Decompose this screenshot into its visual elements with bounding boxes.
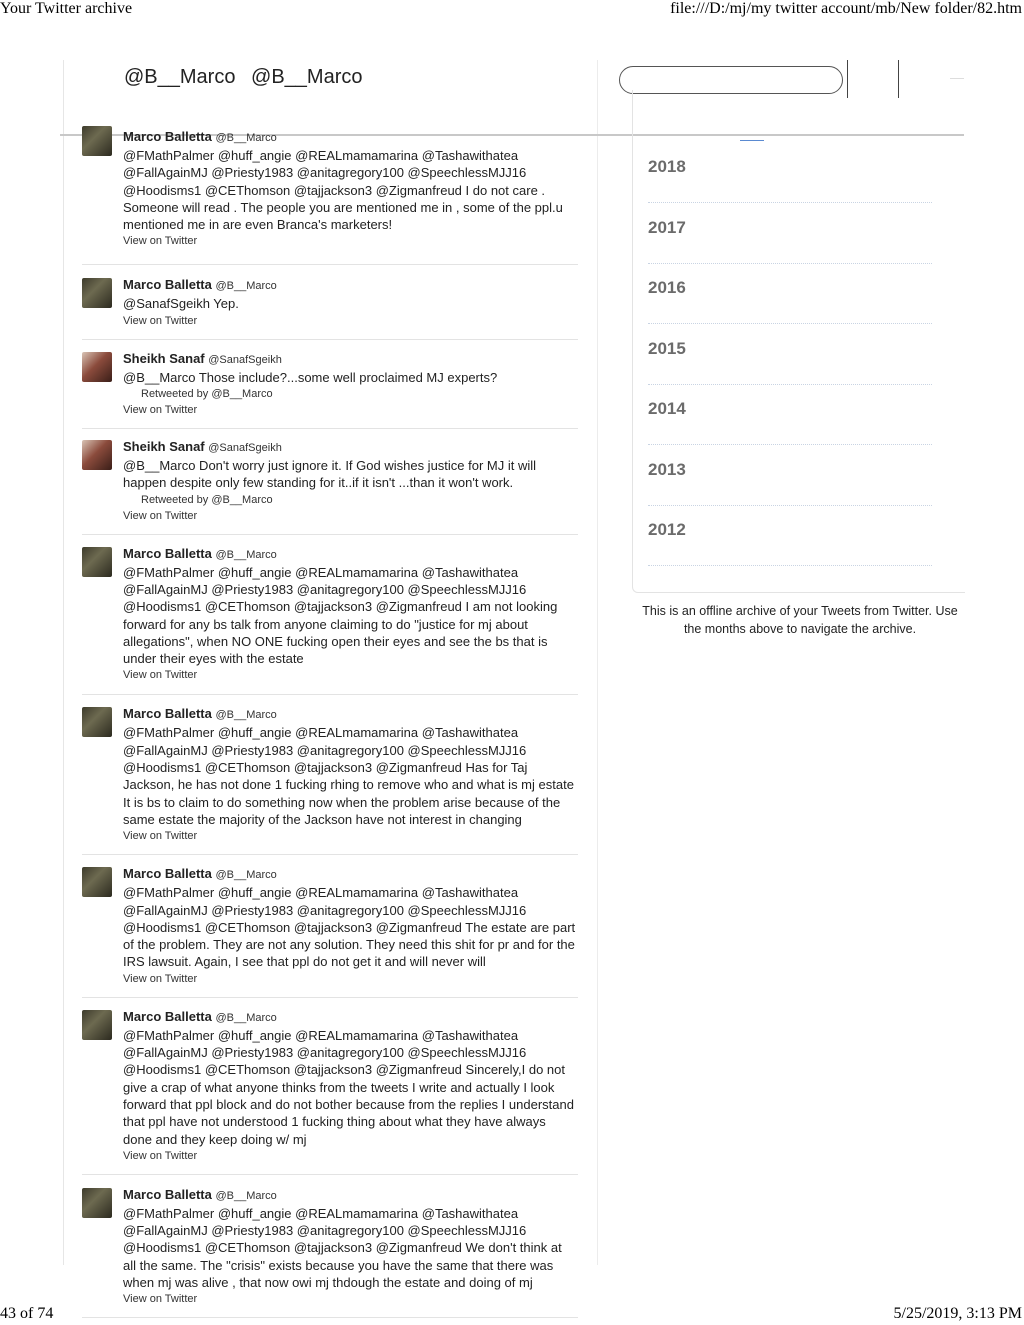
view-on-twitter-link[interactable]: View on Twitter bbox=[123, 235, 198, 248]
tweet-item bbox=[82, 855, 578, 997]
avatar[interactable] bbox=[82, 1188, 112, 1218]
year-link-2015[interactable]: 2015 bbox=[648, 338, 686, 358]
tweet-text: @FMathPalmer @huff_angie @REALmamamarina @Tashawithatea @FallAgainMJ @Priesty1983 @anitagregory100 @SpeechlessMJJ16 @Hoodisms1 @CEThomson @tajjackson3 @Zigmanfreud The estate are part of the problem. They are not any solution. They need this shit for pr and for the IRS lawsuit. Again, I see that ppl do not get it and will never will bbox=[123, 885, 576, 970]
archive-note: This is an offline archive of your Tweets from Twitter. Use the months above to navigate the archive. bbox=[642, 604, 958, 636]
year-link-2012[interactable]: 2012 bbox=[648, 520, 686, 539]
tweet-text: @B__Marco Those include?...some well proclaimed MJ experts? bbox=[123, 369, 498, 385]
tweet-item bbox=[82, 340, 578, 429]
tweet-header bbox=[123, 865, 578, 884]
tweet-text: @FMathPalmer @huff_angie @REALmamamarina @Tashawithatea @FallAgainMJ @Priesty1983 @anitagregory100 @SpeechlessMJJ16 @Hoodisms1 @CEThomson @tajjackson3 @Zigmanfreud Has for Taj Jackson, he has not done 1 fucking rhing to remove who and what is mj estate It is bs to claim to do something now when the problem arise because of the same estate the majority of the Jackson have not interest in changing bbox=[123, 725, 574, 827]
tweet-author-handle[interactable]: @B__Marco bbox=[215, 548, 277, 561]
retweet-label: Retweeted by @B__Marco bbox=[141, 388, 273, 401]
tweet-author-name[interactable]: Sheikh Sanaf bbox=[123, 439, 205, 455]
print-footer-page: 43 of 74 bbox=[0, 1305, 54, 1322]
tweet-text: @FMathPalmer @huff_angie @REALmamamarina @Tashawithatea @FallAgainMJ @Priesty1983 @anitagregory100 @SpeechlessMJJ16 @Hoodisms1 @CEThomson @tajjackson3 @Zigmanfreud We don't think at all the same. The "crisis" exists because you have the same that there was when mj was alive , that now owi mj thdough the estate and doing of mj bbox=[123, 1205, 562, 1290]
year-link-2016[interactable]: 2016 bbox=[648, 278, 686, 297]
view-on-twitter-link[interactable]: View on Twitter bbox=[123, 314, 198, 327]
view-on-twitter-link[interactable]: View on Twitter bbox=[123, 972, 198, 985]
tweet-author-handle[interactable]: @B__Marco bbox=[215, 1189, 277, 1202]
tweet-list bbox=[82, 128, 578, 1306]
view-on-twitter-link[interactable]: View on Twitter bbox=[123, 669, 198, 682]
year-link-2018[interactable]: 2018 bbox=[648, 157, 686, 176]
tweet-header bbox=[123, 276, 578, 295]
tweet-text: @FMathPalmer @huff_angie @REALmamamarina @Tashawithatea @FallAgainMJ @Priesty1983 @anitagregory100 @SpeechlessMJJ16 @Hoodisms1 @CEThomson @tajjackson3 @Zigmanfreud I am not looking forward for any bs talk from anyone claiming to do "justice for mj about allegations", when NO ONE fucking open their eyes and see the bs that is under their eyes with the estate bbox=[123, 564, 558, 667]
page-title bbox=[124, 66, 373, 89]
tweet-item bbox=[82, 695, 578, 855]
year-divider bbox=[648, 565, 932, 567]
view-on-twitter-link[interactable]: View on Twitter bbox=[123, 1149, 198, 1162]
tweet-author-name[interactable]: Marco Balletta bbox=[123, 129, 212, 144]
divider bbox=[950, 78, 964, 79]
year-divider bbox=[648, 384, 932, 386]
tweet-header bbox=[123, 438, 578, 457]
print-header-url: file:///D:/mj/my twitter account/mb/New folder/82.htm bbox=[670, 0, 1022, 17]
tweet-author-name[interactable]: Marco Balletta bbox=[123, 545, 212, 561]
year-divider bbox=[648, 202, 932, 204]
tweet-item bbox=[82, 1175, 578, 1318]
tweet-item bbox=[82, 998, 578, 1175]
tweet-item bbox=[82, 265, 578, 339]
tweet-author-name[interactable]: Marco Balletta bbox=[123, 706, 212, 722]
avatar[interactable] bbox=[82, 547, 112, 577]
year-divider bbox=[648, 263, 932, 265]
tweet-item bbox=[82, 535, 578, 696]
left-border bbox=[63, 60, 64, 1265]
tweet-author-handle[interactable]: @B__Marco bbox=[215, 869, 277, 882]
tweet-author-name[interactable]: Marco Balletta bbox=[123, 277, 212, 293]
tweet-author-name[interactable]: Marco Balletta bbox=[123, 866, 212, 882]
view-on-twitter-link[interactable]: View on Twitter bbox=[123, 1293, 198, 1306]
year-divider bbox=[648, 444, 932, 446]
tweet-author-handle[interactable]: @SanafSgeikh bbox=[208, 442, 282, 455]
avatar[interactable] bbox=[82, 278, 112, 308]
year-divider bbox=[648, 323, 932, 325]
tweet-author-handle[interactable]: @B__Marco bbox=[215, 709, 277, 722]
tweet-author-name[interactable]: Marco Balletta bbox=[123, 1186, 212, 1202]
tweet-author-handle[interactable]: @SanafSgeikh bbox=[208, 353, 282, 366]
tweet-author-handle[interactable]: @B__Marco bbox=[215, 280, 277, 293]
tweet-header bbox=[123, 545, 578, 564]
tweet-item bbox=[82, 128, 578, 265]
tweet-author-handle[interactable]: @B__Marco bbox=[215, 1011, 277, 1024]
view-on-twitter-link[interactable]: View on Twitter bbox=[123, 404, 198, 417]
view-on-twitter-link[interactable]: View on Twitter bbox=[123, 509, 198, 522]
tweet-text: @B__Marco Don't worry just ignore it. If God wishes justice for MJ it will happen despite only few standing for it..if it isn't ...than it won't work. bbox=[123, 458, 537, 491]
view-on-twitter-link[interactable]: View on Twitter bbox=[123, 830, 198, 843]
column-divider bbox=[597, 60, 598, 1265]
print-header-title: Your Twitter archive bbox=[0, 0, 133, 17]
avatar[interactable] bbox=[82, 867, 112, 897]
year-divider bbox=[648, 505, 932, 507]
tweet-text: @FMathPalmer @huff_angie @REALmamamarina @Tashawithatea @FallAgainMJ @Priesty1983 @anitagregory100 @SpeechlessMJJ16 @Hoodisms1 @CEThomson @tajjackson3 @Zigmanfreud Sincerely,I do not give a crap of what anyone thinks from the tweets I write and actually I look forward that ppl block and do not bother because from the replies I understand that ppl have not understood 1 fucking thing about what they have always done and they keep doing w/ mj bbox=[123, 1027, 574, 1147]
tweet-header bbox=[123, 128, 578, 147]
tweet-author-name[interactable]: Marco Balletta bbox=[123, 1008, 212, 1024]
retweet-label: Retweeted by @B__Marco bbox=[141, 493, 273, 506]
avatar[interactable] bbox=[82, 707, 112, 737]
year-link-2014[interactable]: 2014 bbox=[648, 399, 686, 418]
tweet-text: @FMathPalmer @huff_angie @REALmamamarina @Tashawithatea @FallAgainMJ @Priesty1983 @anitagregory100 @SpeechlessMJJ16 @Hoodisms1 @CEThomson @tajjackson3 @Zigmanfreud I do not care . Someone will read . The people you are mentioned me in , some of the ppl.u mentioned me in are even Branca's marketers! bbox=[123, 148, 563, 233]
avatar[interactable] bbox=[82, 126, 112, 156]
tweet-header bbox=[123, 1186, 578, 1205]
tweet-header bbox=[123, 350, 578, 369]
year-link-2017[interactable]: 2017 bbox=[648, 217, 686, 237]
tweet-author-handle[interactable]: @B__Marco bbox=[215, 132, 277, 144]
tweet-item bbox=[82, 429, 578, 535]
print-footer-datetime: 5/25/2019, 3:13 PM bbox=[893, 1305, 1022, 1322]
avatar[interactable] bbox=[82, 440, 112, 470]
account-handle-primary[interactable]: @B__Marco bbox=[124, 66, 236, 88]
avatar[interactable] bbox=[82, 352, 112, 382]
tweet-text: @SanafSgeikh Yep. bbox=[123, 296, 239, 312]
avatar[interactable] bbox=[82, 1010, 112, 1040]
account-handle-secondary[interactable]: @B__Marco bbox=[251, 66, 363, 88]
year-link-2013[interactable]: 2013 bbox=[648, 459, 686, 479]
active-month-indicator bbox=[740, 140, 764, 141]
tweet-author-name[interactable]: Sheikh Sanaf bbox=[123, 350, 205, 366]
tweet-header bbox=[123, 1008, 578, 1027]
tweet-header bbox=[123, 705, 578, 724]
